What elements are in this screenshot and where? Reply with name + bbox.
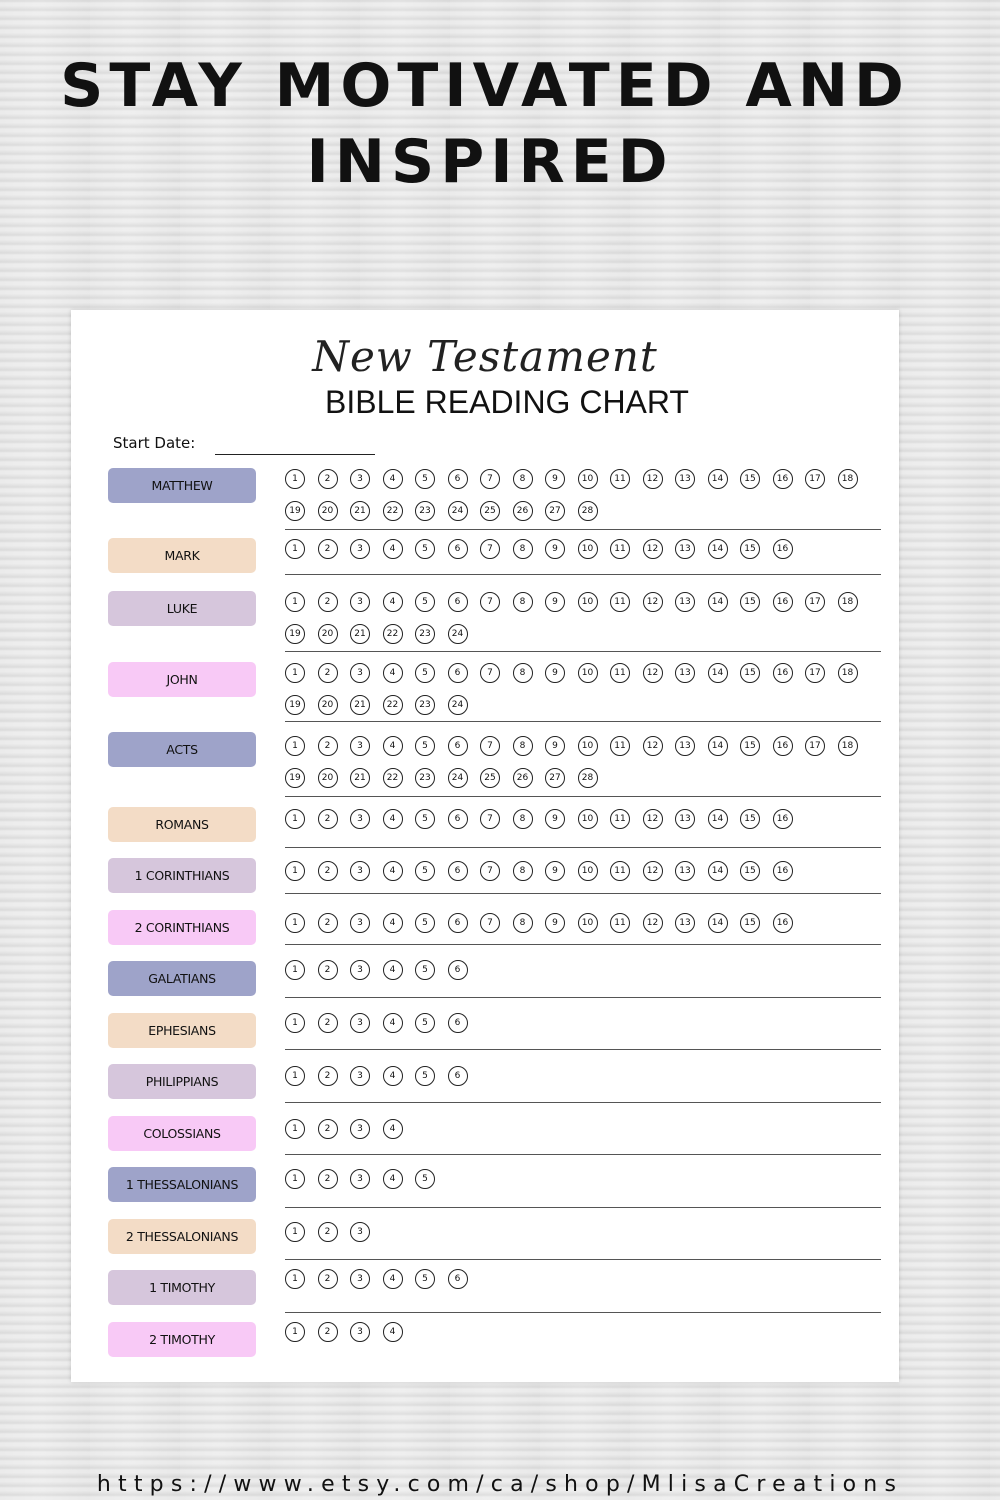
book-label: GALATIANS	[108, 961, 256, 996]
chapter-checkbox[interactable]: 1	[285, 592, 305, 612]
chapter-checkbox[interactable]: 14	[708, 736, 728, 756]
chapter-checkbox[interactable]: 11	[610, 809, 630, 829]
chapter-checkbox[interactable]: 4	[383, 913, 403, 933]
chapter-checkbox[interactable]: 6	[448, 960, 468, 980]
chapter-checkbox[interactable]: 8	[513, 469, 533, 489]
chapter-circles	[285, 469, 885, 521]
chapter-checkbox[interactable]: 8	[513, 736, 533, 756]
chapter-checkbox[interactable]: 15	[740, 592, 760, 612]
chapter-checkbox[interactable]: 12	[643, 663, 663, 683]
chapter-checkbox[interactable]: 1	[285, 1222, 305, 1242]
start-date-line	[215, 454, 375, 455]
chapter-checkbox[interactable]: 3	[350, 1169, 370, 1189]
chapter-checkbox[interactable]: 4	[383, 1322, 403, 1342]
chapter-checkbox[interactable]: 19	[285, 624, 305, 644]
chapter-checkbox[interactable]: 5	[415, 592, 435, 612]
chapter-checkbox[interactable]: 5	[415, 469, 435, 489]
chapter-checkbox[interactable]: 13	[675, 663, 695, 683]
chapter-checkbox[interactable]: 14	[708, 861, 728, 881]
chapter-circles	[285, 539, 885, 559]
chapter-checkbox[interactable]: 20	[318, 768, 338, 788]
chapter-checkbox[interactable]: 16	[773, 539, 793, 559]
chapter-checkbox[interactable]: 5	[415, 809, 435, 829]
row-divider	[285, 721, 881, 722]
chapter-checkbox[interactable]: 13	[675, 809, 695, 829]
chapter-checkbox[interactable]: 4	[383, 809, 403, 829]
chapter-checkbox[interactable]: 27	[545, 501, 565, 521]
chapter-checkbox[interactable]: 11	[610, 592, 630, 612]
chapter-checkbox[interactable]: 4	[383, 539, 403, 559]
chapter-checkbox[interactable]: 8	[513, 861, 533, 881]
chapter-checkbox[interactable]: 2	[318, 663, 338, 683]
chapter-checkbox[interactable]: 4	[383, 1269, 403, 1289]
chapter-checkbox[interactable]: 12	[643, 736, 663, 756]
row-divider	[285, 847, 881, 848]
chapter-circles	[285, 663, 885, 715]
chapter-checkbox[interactable]: 12	[643, 469, 663, 489]
book-label: EPHESIANS	[108, 1013, 256, 1048]
book-label: COLOSSIANS	[108, 1116, 256, 1151]
chapter-checkbox[interactable]: 1	[285, 1013, 305, 1033]
chapter-checkbox[interactable]: 12	[643, 539, 663, 559]
chapter-checkbox[interactable]: 14	[708, 592, 728, 612]
chapter-checkbox[interactable]: 1	[285, 736, 305, 756]
chapter-checkbox[interactable]: 28	[578, 768, 598, 788]
chapter-checkbox[interactable]: 15	[740, 913, 760, 933]
chapter-checkbox[interactable]: 16	[773, 469, 793, 489]
row-divider	[285, 944, 881, 945]
chapter-checkbox[interactable]: 3	[350, 913, 370, 933]
book-label: MARK	[108, 538, 256, 573]
chapter-checkbox[interactable]: 2	[318, 469, 338, 489]
chapter-checkbox[interactable]: 22	[383, 768, 403, 788]
chapter-checkbox[interactable]: 7	[480, 592, 500, 612]
row-divider	[285, 796, 881, 797]
chapter-checkbox[interactable]: 2	[318, 1322, 338, 1342]
chapter-checkbox[interactable]: 2	[318, 1222, 338, 1242]
chapter-checkbox[interactable]: 1	[285, 663, 305, 683]
book-label: JOHN	[108, 662, 256, 697]
chapter-checkbox[interactable]: 2	[318, 539, 338, 559]
chapter-checkbox[interactable]: 6	[448, 736, 468, 756]
chapter-checkbox[interactable]: 7	[480, 913, 500, 933]
chapter-checkbox[interactable]: 9	[545, 592, 565, 612]
chapter-checkbox[interactable]: 8	[513, 592, 533, 612]
book-label: ACTS	[108, 732, 256, 767]
chapter-checkbox[interactable]: 2	[318, 1119, 338, 1139]
book-label: 2 THESSALONIANS	[108, 1219, 256, 1254]
row-divider	[285, 893, 881, 894]
chapter-checkbox[interactable]: 8	[513, 809, 533, 829]
chapter-checkbox[interactable]: 2	[318, 960, 338, 980]
chapter-checkbox[interactable]: 9	[545, 539, 565, 559]
row-divider	[285, 1207, 881, 1208]
chapter-checkbox[interactable]: 17	[805, 663, 825, 683]
headline	[0, 48, 1000, 200]
book-label: 1 THESSALONIANS	[108, 1167, 256, 1202]
chapter-checkbox[interactable]: 3	[350, 960, 370, 980]
chapter-checkbox[interactable]: 5	[415, 663, 435, 683]
chapter-checkbox[interactable]: 3	[350, 736, 370, 756]
chapter-checkbox[interactable]: 4	[383, 469, 403, 489]
chapter-checkbox[interactable]: 1	[285, 1066, 305, 1086]
chapter-checkbox[interactable]: 4	[383, 736, 403, 756]
book-label: MATTHEW	[108, 468, 256, 503]
chapter-checkbox[interactable]: 10	[578, 861, 598, 881]
chapter-checkbox[interactable]: 28	[578, 501, 598, 521]
chapter-checkbox[interactable]: 19	[285, 768, 305, 788]
chapter-checkbox[interactable]: 12	[643, 913, 663, 933]
row-divider	[285, 1154, 881, 1155]
book-label: ROMANS	[108, 807, 256, 842]
row-divider	[285, 574, 881, 575]
chapter-checkbox[interactable]: 15	[740, 663, 760, 683]
chapter-checkbox[interactable]: 4	[383, 861, 403, 881]
chapter-checkbox[interactable]: 4	[383, 1066, 403, 1086]
row-divider	[285, 651, 881, 652]
book-label: 2 TIMOTHY	[108, 1322, 256, 1357]
footer-url: https://www.etsy.com/ca/shop/MlisaCreations	[96, 1472, 904, 1497]
chapter-checkbox[interactable]: 10	[578, 592, 598, 612]
chapter-checkbox[interactable]: 9	[545, 809, 565, 829]
chapter-circles	[285, 1222, 885, 1242]
row-divider	[285, 1049, 881, 1050]
chapter-checkbox[interactable]: 9	[545, 663, 565, 683]
chapter-checkbox[interactable]: 3	[350, 539, 370, 559]
chapter-checkbox[interactable]: 10	[578, 913, 598, 933]
chapter-checkbox[interactable]: 8	[513, 539, 533, 559]
chapter-checkbox[interactable]: 7	[480, 469, 500, 489]
chapter-checkbox[interactable]: 2	[318, 861, 338, 881]
chapter-checkbox[interactable]: 11	[610, 736, 630, 756]
chapter-checkbox[interactable]: 6	[448, 809, 468, 829]
book-label: PHILIPPIANS	[108, 1064, 256, 1099]
chapter-checkbox[interactable]: 3	[350, 469, 370, 489]
chapter-checkbox[interactable]: 12	[643, 592, 663, 612]
reading-chart-sheet	[71, 310, 899, 1382]
chapter-checkbox[interactable]: 12	[643, 861, 663, 881]
chapter-checkbox[interactable]: 3	[350, 861, 370, 881]
chapter-checkbox[interactable]: 13	[675, 736, 695, 756]
chapter-checkbox[interactable]: 9	[545, 861, 565, 881]
chapter-checkbox[interactable]: 6	[448, 663, 468, 683]
book-label: 1 TIMOTHY	[108, 1270, 256, 1305]
chapter-checkbox[interactable]: 20	[318, 624, 338, 644]
script-title: New Testament	[312, 332, 658, 381]
chapter-checkbox[interactable]: 10	[578, 539, 598, 559]
chapter-checkbox[interactable]: 10	[578, 663, 598, 683]
chapter-checkbox[interactable]: 9	[545, 736, 565, 756]
chapter-checkbox[interactable]: 15	[740, 861, 760, 881]
chapter-checkbox[interactable]: 9	[545, 913, 565, 933]
chapter-checkbox[interactable]: 1	[285, 1169, 305, 1189]
chapter-checkbox[interactable]: 21	[350, 695, 370, 715]
chapter-checkbox[interactable]: 3	[350, 809, 370, 829]
chapter-checkbox[interactable]: 22	[383, 695, 403, 715]
chapter-checkbox[interactable]: 6	[448, 1013, 468, 1033]
headline-line-2: INSPIRED	[306, 127, 674, 197]
chapter-checkbox[interactable]: 2	[318, 809, 338, 829]
book-label: 2 CORINTHIANS	[108, 910, 256, 945]
chapter-checkbox[interactable]: 1	[285, 1119, 305, 1139]
chapter-checkbox[interactable]: 24	[448, 501, 468, 521]
headline-line-1: STAY MOTIVATED AND	[60, 51, 910, 121]
chapter-circles	[285, 1322, 885, 1342]
chapter-checkbox[interactable]: 8	[513, 913, 533, 933]
chapter-checkbox[interactable]: 5	[415, 539, 435, 559]
chapter-checkbox[interactable]: 4	[383, 663, 403, 683]
chapter-checkbox[interactable]: 26	[513, 768, 533, 788]
chapter-circles	[285, 1119, 885, 1139]
chapter-checkbox[interactable]: 3	[350, 1322, 370, 1342]
chapter-checkbox[interactable]: 17	[805, 592, 825, 612]
chapter-circles	[285, 960, 885, 980]
chapter-checkbox[interactable]: 2	[318, 736, 338, 756]
chapter-checkbox[interactable]: 7	[480, 861, 500, 881]
chapter-circles	[285, 809, 885, 829]
chapter-checkbox[interactable]: 10	[578, 809, 598, 829]
chapter-checkbox[interactable]: 5	[415, 1066, 435, 1086]
chapter-checkbox[interactable]: 19	[285, 695, 305, 715]
chapter-checkbox[interactable]: 4	[383, 1169, 403, 1189]
chapter-checkbox[interactable]: 25	[480, 501, 500, 521]
chapter-checkbox[interactable]: 1	[285, 809, 305, 829]
chapter-checkbox[interactable]: 17	[805, 736, 825, 756]
chapter-checkbox[interactable]: 6	[448, 592, 468, 612]
chapter-checkbox[interactable]: 3	[350, 1119, 370, 1139]
chapter-checkbox[interactable]: 7	[480, 663, 500, 683]
chapter-checkbox[interactable]: 1	[285, 913, 305, 933]
book-label: 1 CORINTHIANS	[108, 858, 256, 893]
chapter-checkbox[interactable]: 10	[578, 736, 598, 756]
chapter-checkbox[interactable]: 1	[285, 539, 305, 559]
chapter-checkbox[interactable]: 3	[350, 663, 370, 683]
chapter-checkbox[interactable]: 23	[415, 768, 435, 788]
chapter-checkbox[interactable]: 1	[285, 1269, 305, 1289]
chapter-checkbox[interactable]: 1	[285, 1322, 305, 1342]
chapter-checkbox[interactable]: 18	[838, 663, 858, 683]
chapter-checkbox[interactable]: 22	[383, 501, 403, 521]
chapter-checkbox[interactable]: 1	[285, 469, 305, 489]
chapter-checkbox[interactable]: 17	[805, 469, 825, 489]
chapter-circles	[285, 1269, 885, 1289]
chapter-checkbox[interactable]: 5	[415, 1013, 435, 1033]
chapter-checkbox[interactable]: 13	[675, 861, 695, 881]
chapter-checkbox[interactable]: 13	[675, 539, 695, 559]
chapter-checkbox[interactable]: 22	[383, 624, 403, 644]
chapter-checkbox[interactable]: 14	[708, 913, 728, 933]
chapter-checkbox[interactable]: 13	[675, 913, 695, 933]
chapter-checkbox[interactable]: 8	[513, 663, 533, 683]
chapter-circles	[285, 1066, 885, 1086]
row-divider	[285, 1312, 881, 1313]
chapter-circles	[285, 592, 885, 644]
row-divider	[285, 529, 881, 530]
chapter-checkbox[interactable]: 20	[318, 501, 338, 521]
chapter-checkbox[interactable]: 3	[350, 592, 370, 612]
chapter-checkbox[interactable]: 26	[513, 501, 533, 521]
chapter-checkbox[interactable]: 2	[318, 592, 338, 612]
chapter-checkbox[interactable]: 1	[285, 861, 305, 881]
chapter-checkbox[interactable]: 4	[383, 1013, 403, 1033]
chapter-checkbox[interactable]: 6	[448, 1269, 468, 1289]
chapter-checkbox[interactable]: 2	[318, 913, 338, 933]
chapter-checkbox[interactable]: 19	[285, 501, 305, 521]
chapter-checkbox[interactable]: 11	[610, 539, 630, 559]
chapter-checkbox[interactable]: 11	[610, 913, 630, 933]
chapter-checkbox[interactable]: 25	[480, 768, 500, 788]
chapter-checkbox[interactable]: 14	[708, 469, 728, 489]
chapter-checkbox[interactable]: 16	[773, 913, 793, 933]
chapter-checkbox[interactable]: 15	[740, 736, 760, 756]
chapter-checkbox[interactable]: 2	[318, 1169, 338, 1189]
chapter-checkbox[interactable]: 11	[610, 663, 630, 683]
chapter-checkbox[interactable]: 9	[545, 469, 565, 489]
chapter-circles	[285, 1013, 885, 1033]
chapter-checkbox[interactable]: 3	[350, 1013, 370, 1033]
chapter-checkbox[interactable]: 11	[610, 469, 630, 489]
chapter-checkbox[interactable]: 24	[448, 695, 468, 715]
chapter-checkbox[interactable]: 5	[415, 861, 435, 881]
chapter-checkbox[interactable]: 23	[415, 695, 435, 715]
chapter-checkbox[interactable]: 15	[740, 469, 760, 489]
chapter-checkbox[interactable]: 5	[415, 960, 435, 980]
chapter-checkbox[interactable]: 24	[448, 768, 468, 788]
chapter-checkbox[interactable]: 2	[318, 1066, 338, 1086]
chapter-checkbox[interactable]: 16	[773, 861, 793, 881]
chapter-checkbox[interactable]: 5	[415, 913, 435, 933]
chapter-checkbox[interactable]: 1	[285, 960, 305, 980]
chapter-checkbox[interactable]: 18	[838, 469, 858, 489]
chapter-checkbox[interactable]: 4	[383, 960, 403, 980]
chapter-checkbox[interactable]: 6	[448, 469, 468, 489]
row-divider	[285, 1102, 881, 1103]
chapter-checkbox[interactable]: 21	[350, 624, 370, 644]
chapter-checkbox[interactable]: 13	[675, 592, 695, 612]
chapter-checkbox[interactable]: 3	[350, 1066, 370, 1086]
chapter-checkbox[interactable]: 6	[448, 1066, 468, 1086]
chapter-checkbox[interactable]: 7	[480, 539, 500, 559]
chapter-checkbox[interactable]: 20	[318, 695, 338, 715]
chapter-checkbox[interactable]: 21	[350, 768, 370, 788]
chapter-checkbox[interactable]: 6	[448, 913, 468, 933]
chapter-checkbox[interactable]: 5	[415, 1169, 435, 1189]
chapter-checkbox[interactable]: 14	[708, 539, 728, 559]
chapter-checkbox[interactable]: 5	[415, 1269, 435, 1289]
chapter-checkbox[interactable]: 6	[448, 539, 468, 559]
chapter-checkbox[interactable]: 2	[318, 1269, 338, 1289]
chapter-checkbox[interactable]: 21	[350, 501, 370, 521]
chapter-checkbox[interactable]: 15	[740, 809, 760, 829]
chapter-checkbox[interactable]: 7	[480, 736, 500, 756]
chapter-checkbox[interactable]: 16	[773, 809, 793, 829]
start-date-label: Start Date:	[113, 434, 196, 452]
chapter-checkbox[interactable]: 23	[415, 501, 435, 521]
chapter-checkbox[interactable]: 27	[545, 768, 565, 788]
chapter-circles	[285, 1169, 885, 1189]
chapter-checkbox[interactable]: 14	[708, 663, 728, 683]
chapter-checkbox[interactable]: 16	[773, 592, 793, 612]
chapter-checkbox[interactable]: 6	[448, 861, 468, 881]
chapter-checkbox[interactable]: 2	[318, 1013, 338, 1033]
chapter-checkbox[interactable]: 3	[350, 1269, 370, 1289]
chapter-checkbox[interactable]: 16	[773, 736, 793, 756]
chapter-checkbox[interactable]: 23	[415, 624, 435, 644]
row-divider	[285, 997, 881, 998]
chapter-circles	[285, 913, 885, 933]
chapter-checkbox[interactable]: 4	[383, 592, 403, 612]
chapter-checkbox[interactable]: 7	[480, 809, 500, 829]
chapter-checkbox[interactable]: 15	[740, 539, 760, 559]
chapter-checkbox[interactable]: 18	[838, 736, 858, 756]
chapter-checkbox[interactable]: 11	[610, 861, 630, 881]
row-divider	[285, 1259, 881, 1260]
chapter-checkbox[interactable]: 4	[383, 1119, 403, 1139]
chapter-checkbox[interactable]: 3	[350, 1222, 370, 1242]
chapter-checkbox[interactable]: 18	[838, 592, 858, 612]
chapter-circles	[285, 861, 885, 881]
chapter-checkbox[interactable]: 13	[675, 469, 695, 489]
chapter-checkbox[interactable]: 10	[578, 469, 598, 489]
chapter-checkbox[interactable]: 16	[773, 663, 793, 683]
chapter-checkbox[interactable]: 24	[448, 624, 468, 644]
book-label: LUKE	[108, 591, 256, 626]
chapter-circles	[285, 736, 885, 788]
chapter-checkbox[interactable]: 5	[415, 736, 435, 756]
chart-title: BIBLE READING CHART	[325, 384, 689, 420]
chapter-checkbox[interactable]: 12	[643, 809, 663, 829]
chapter-checkbox[interactable]: 14	[708, 809, 728, 829]
